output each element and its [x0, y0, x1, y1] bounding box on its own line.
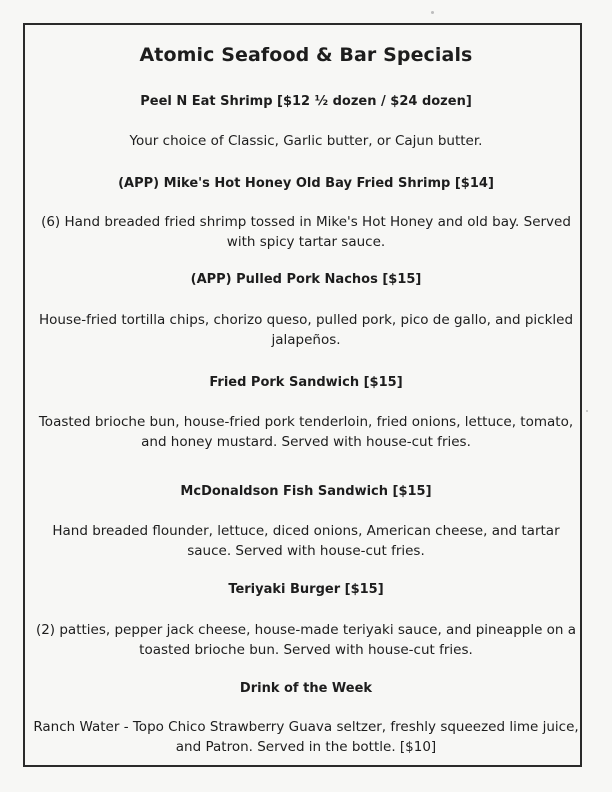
- item-heading: (APP) Mike's Hot Honey Old Bay Fried Shrimp [$14]: [118, 176, 494, 191]
- item-description: Toasted brioche bun, house-fried pork tenderloin, fried onions, lettuce, tomato, and honey mustard. Served with house-cut fries.: [38, 414, 574, 450]
- item-heading: Teriyaki Burger [$15]: [228, 582, 384, 597]
- scan-speck: [431, 11, 434, 14]
- item-heading: Drink of the Week: [239, 681, 373, 696]
- item-description: (6) Hand breaded fried shrimp tossed in Mike's Hot Honey and old bay. Served with spicy tartar sauce.: [41, 214, 571, 250]
- item-description: Your choice of Classic, Garlic butter, or Cajun butter.: [129, 133, 483, 149]
- item-description: Ranch Water - Topo Chico Strawberry Guava seltzer, freshly squeezed lime juice, and Patron. Served in the bottle. [$10]: [33, 719, 579, 755]
- item-heading: (APP) Pulled Pork Nachos [$15]: [190, 272, 422, 287]
- menu-title: Atomic Seafood & Bar Specials: [139, 44, 473, 66]
- scan-speck: [586, 410, 588, 412]
- item-description: (2) patties, pepper jack cheese, house-made teriyaki sauce, and pineapple on a toasted brioche bun. Served with house-cut fries.: [35, 622, 577, 658]
- item-heading: McDonaldson Fish Sandwich [$15]: [180, 484, 432, 499]
- item-description: House-fried tortilla chips, chorizo queso, pulled pork, pico de gallo, and pickled jalapeños.: [38, 312, 574, 348]
- item-description: Hand breaded flounder, lettuce, diced onions, American cheese, and tartar sauce. Served with house-cut fries.: [52, 523, 560, 559]
- item-heading: Fried Pork Sandwich [$15]: [209, 375, 403, 390]
- item-heading: Peel N Eat Shrimp [$12 ½ dozen / $24 dozen]: [140, 94, 472, 109]
